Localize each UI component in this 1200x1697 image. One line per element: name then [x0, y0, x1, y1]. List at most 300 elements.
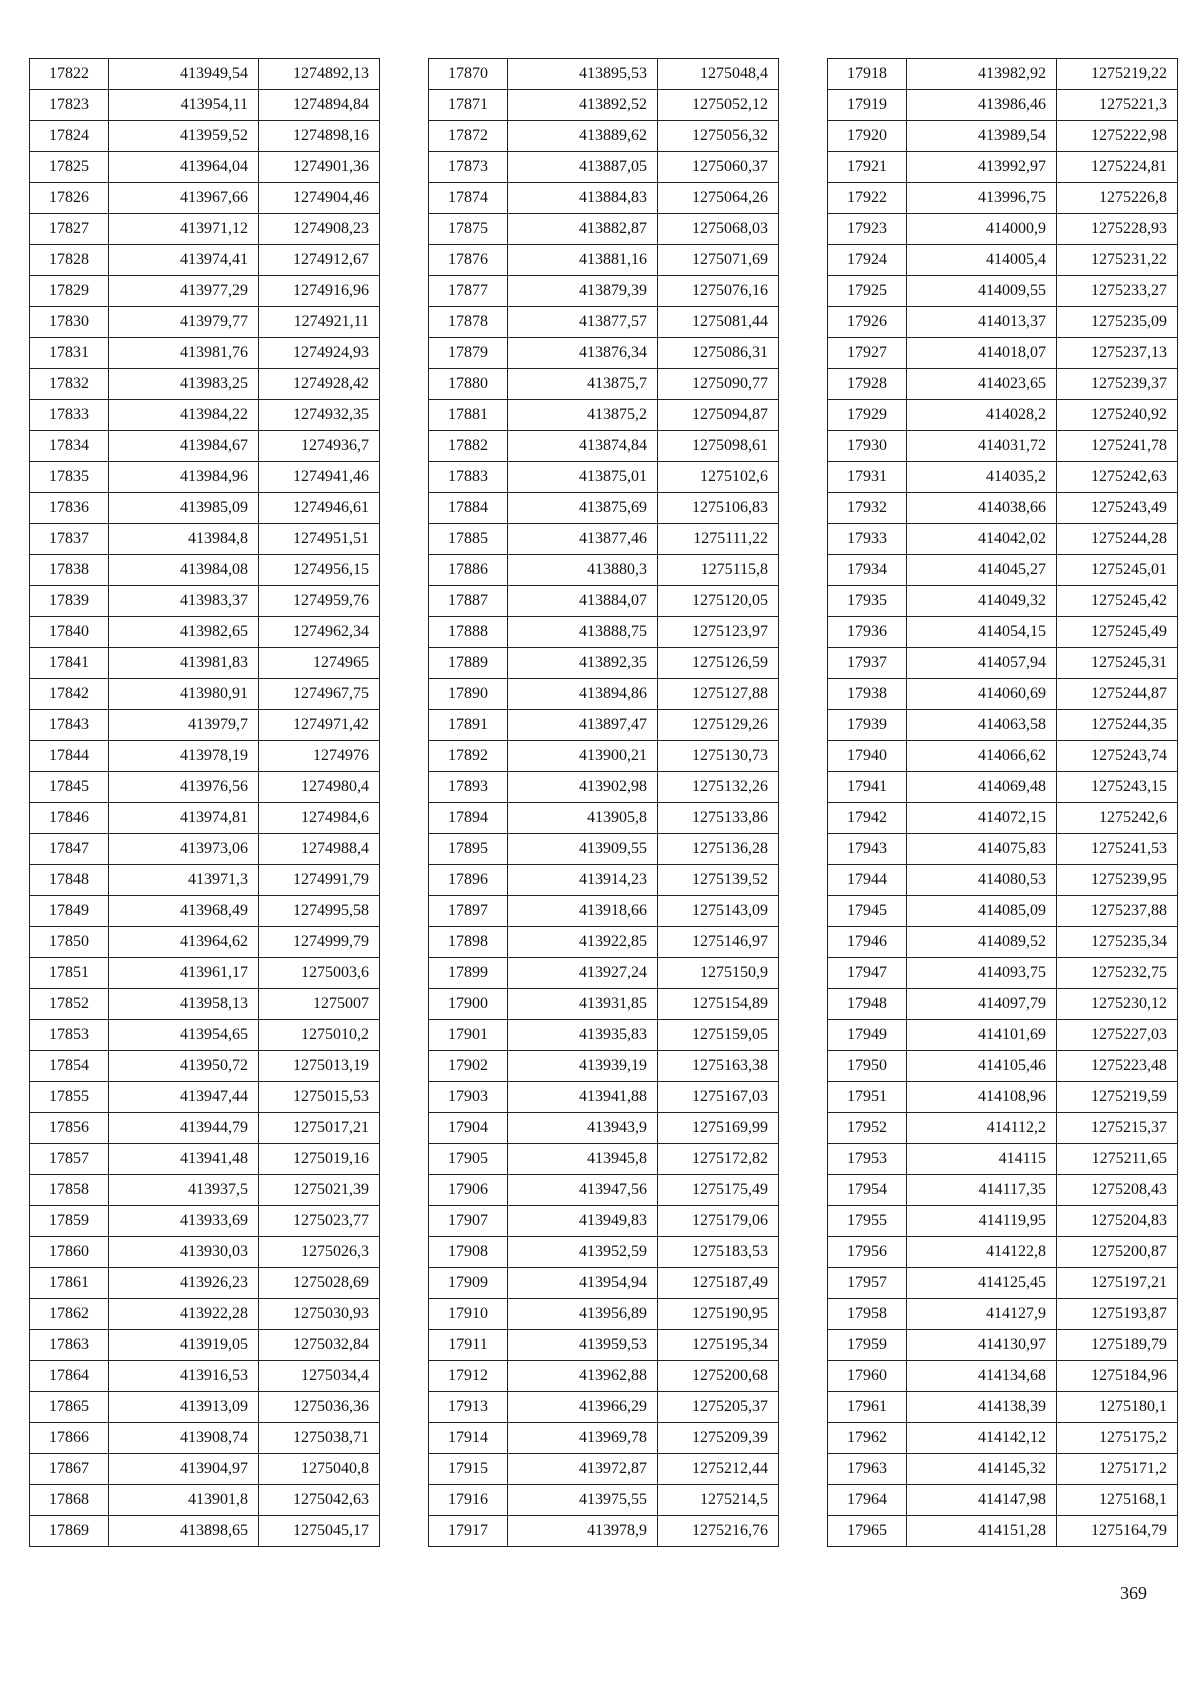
point-number-cell: 17887 — [429, 586, 508, 617]
point-number-cell: 17920 — [828, 121, 907, 152]
y-coordinate-cell: 1274956,15 — [259, 555, 380, 586]
y-coordinate-cell: 1275163,38 — [658, 1051, 779, 1082]
y-coordinate-cell: 1275245,49 — [1057, 617, 1178, 648]
table-row — [828, 1175, 1178, 1206]
x-coordinate-cell: 413877,57 — [508, 307, 658, 338]
table-row — [828, 772, 1178, 803]
y-coordinate-cell: 1275245,31 — [1057, 648, 1178, 679]
table-row — [30, 1175, 380, 1206]
x-coordinate-cell: 414105,46 — [907, 1051, 1057, 1082]
y-coordinate-cell: 1275132,26 — [658, 772, 779, 803]
y-coordinate-cell: 1275222,98 — [1057, 121, 1178, 152]
x-coordinate-cell: 413983,37 — [109, 586, 259, 617]
y-coordinate-cell: 1275028,69 — [259, 1268, 380, 1299]
table-row — [429, 772, 779, 803]
y-coordinate-cell: 1275010,2 — [259, 1020, 380, 1051]
x-coordinate-cell: 414000,9 — [907, 214, 1057, 245]
y-coordinate-cell: 1275205,37 — [658, 1392, 779, 1423]
x-coordinate-cell: 414042,02 — [907, 524, 1057, 555]
table-row — [30, 431, 380, 462]
table-row — [30, 1237, 380, 1268]
table-row — [828, 245, 1178, 276]
y-coordinate-cell: 1275015,53 — [259, 1082, 380, 1113]
point-number-cell: 17945 — [828, 896, 907, 927]
x-coordinate-cell: 413996,75 — [907, 183, 1057, 214]
y-coordinate-cell: 1275231,22 — [1057, 245, 1178, 276]
point-number-cell: 17883 — [429, 462, 508, 493]
point-number-cell: 17846 — [30, 803, 109, 834]
y-coordinate-cell: 1275180,1 — [1057, 1392, 1178, 1423]
point-number-cell: 17896 — [429, 865, 508, 896]
point-number-cell: 17845 — [30, 772, 109, 803]
x-coordinate-cell: 413895,53 — [508, 59, 658, 90]
table-row — [828, 1485, 1178, 1516]
table-row — [429, 741, 779, 772]
y-coordinate-cell: 1275143,09 — [658, 896, 779, 927]
point-number-cell: 17898 — [429, 927, 508, 958]
point-number-cell: 17847 — [30, 834, 109, 865]
x-coordinate-cell: 414057,94 — [907, 648, 1057, 679]
table-row — [429, 865, 779, 896]
y-coordinate-cell: 1275243,49 — [1057, 493, 1178, 524]
x-coordinate-cell: 414147,98 — [907, 1485, 1057, 1516]
table-row — [429, 90, 779, 121]
y-coordinate-cell: 1275243,15 — [1057, 772, 1178, 803]
x-coordinate-cell: 413943,9 — [508, 1113, 658, 1144]
x-coordinate-cell: 413967,66 — [109, 183, 259, 214]
point-number-cell: 17875 — [429, 214, 508, 245]
x-coordinate-cell: 413874,84 — [508, 431, 658, 462]
table-row — [828, 1113, 1178, 1144]
point-number-cell: 17822 — [30, 59, 109, 90]
y-coordinate-cell: 1274984,6 — [259, 803, 380, 834]
y-coordinate-cell: 1274941,46 — [259, 462, 380, 493]
point-number-cell: 17831 — [30, 338, 109, 369]
table-row — [828, 1330, 1178, 1361]
point-number-cell: 17865 — [30, 1392, 109, 1423]
point-number-cell: 17917 — [429, 1516, 508, 1547]
x-coordinate-cell: 413954,11 — [109, 90, 259, 121]
y-coordinate-cell: 1275127,88 — [658, 679, 779, 710]
point-number-cell: 17863 — [30, 1330, 109, 1361]
x-coordinate-cell: 414080,53 — [907, 865, 1057, 896]
table-row — [30, 710, 380, 741]
x-coordinate-cell: 414101,69 — [907, 1020, 1057, 1051]
x-coordinate-cell: 413900,21 — [508, 741, 658, 772]
table-row — [429, 121, 779, 152]
x-coordinate-cell: 414089,52 — [907, 927, 1057, 958]
y-coordinate-cell: 1275026,3 — [259, 1237, 380, 1268]
table-row — [30, 1020, 380, 1051]
y-coordinate-cell: 1274980,4 — [259, 772, 380, 803]
table-row — [429, 1361, 779, 1392]
x-coordinate-cell: 413975,55 — [508, 1485, 658, 1516]
y-coordinate-cell: 1274912,67 — [259, 245, 380, 276]
x-coordinate-cell: 413989,54 — [907, 121, 1057, 152]
y-coordinate-cell: 1275071,69 — [658, 245, 779, 276]
y-coordinate-cell: 1274921,11 — [259, 307, 380, 338]
x-coordinate-cell: 413950,72 — [109, 1051, 259, 1082]
x-coordinate-cell: 413980,91 — [109, 679, 259, 710]
y-coordinate-cell: 1274916,96 — [259, 276, 380, 307]
point-number-cell: 17928 — [828, 369, 907, 400]
x-coordinate-cell: 413958,13 — [109, 989, 259, 1020]
y-coordinate-cell: 1275060,37 — [658, 152, 779, 183]
table-row — [828, 462, 1178, 493]
table-row — [828, 121, 1178, 152]
y-coordinate-cell: 1275171,2 — [1057, 1454, 1178, 1485]
point-number-cell: 17935 — [828, 586, 907, 617]
x-coordinate-cell: 413981,76 — [109, 338, 259, 369]
x-coordinate-cell: 414085,09 — [907, 896, 1057, 927]
x-coordinate-cell: 414075,83 — [907, 834, 1057, 865]
y-coordinate-cell: 1275086,31 — [658, 338, 779, 369]
x-coordinate-cell: 414035,2 — [907, 462, 1057, 493]
coordinate-table-2 — [428, 58, 779, 1547]
table-row — [429, 1144, 779, 1175]
y-coordinate-cell: 1275221,3 — [1057, 90, 1178, 121]
x-coordinate-cell: 414097,79 — [907, 989, 1057, 1020]
point-number-cell: 17858 — [30, 1175, 109, 1206]
point-number-cell: 17830 — [30, 307, 109, 338]
x-coordinate-cell: 413979,7 — [109, 710, 259, 741]
y-coordinate-cell: 1275211,65 — [1057, 1144, 1178, 1175]
x-coordinate-cell: 414066,62 — [907, 741, 1057, 772]
point-number-cell: 17941 — [828, 772, 907, 803]
x-coordinate-cell: 413894,86 — [508, 679, 658, 710]
table-row — [429, 183, 779, 214]
x-coordinate-cell: 413916,53 — [109, 1361, 259, 1392]
y-coordinate-cell: 1275048,4 — [658, 59, 779, 90]
table-row — [30, 927, 380, 958]
y-coordinate-cell: 1275193,87 — [1057, 1299, 1178, 1330]
y-coordinate-cell: 1275244,28 — [1057, 524, 1178, 555]
x-coordinate-cell: 413969,78 — [508, 1423, 658, 1454]
point-number-cell: 17879 — [429, 338, 508, 369]
x-coordinate-cell: 414049,32 — [907, 586, 1057, 617]
table-row — [30, 1330, 380, 1361]
y-coordinate-cell: 1275224,81 — [1057, 152, 1178, 183]
x-coordinate-cell: 414038,66 — [907, 493, 1057, 524]
y-coordinate-cell: 1275216,76 — [658, 1516, 779, 1547]
point-number-cell: 17862 — [30, 1299, 109, 1330]
point-number-cell: 17925 — [828, 276, 907, 307]
point-number-cell: 17960 — [828, 1361, 907, 1392]
table-row — [828, 1361, 1178, 1392]
y-coordinate-cell: 1275038,71 — [259, 1423, 380, 1454]
table-row — [429, 369, 779, 400]
y-coordinate-cell: 1275200,87 — [1057, 1237, 1178, 1268]
point-number-cell: 17826 — [30, 183, 109, 214]
table-row — [429, 803, 779, 834]
y-coordinate-cell: 1275136,28 — [658, 834, 779, 865]
table-row — [30, 152, 380, 183]
y-coordinate-cell: 1274999,79 — [259, 927, 380, 958]
table-row — [429, 1423, 779, 1454]
y-coordinate-cell: 1275126,59 — [658, 648, 779, 679]
point-number-cell: 17832 — [30, 369, 109, 400]
point-number-cell: 17854 — [30, 1051, 109, 1082]
point-number-cell: 17903 — [429, 1082, 508, 1113]
x-coordinate-cell: 413888,75 — [508, 617, 658, 648]
point-number-cell: 17921 — [828, 152, 907, 183]
table-row — [429, 1485, 779, 1516]
x-coordinate-cell: 413959,52 — [109, 121, 259, 152]
point-number-cell: 17908 — [429, 1237, 508, 1268]
point-number-cell: 17915 — [429, 1454, 508, 1485]
x-coordinate-cell: 414023,65 — [907, 369, 1057, 400]
x-coordinate-cell: 413875,01 — [508, 462, 658, 493]
point-number-cell: 17944 — [828, 865, 907, 896]
x-coordinate-cell: 414108,96 — [907, 1082, 1057, 1113]
table-row — [30, 1485, 380, 1516]
y-coordinate-cell: 1275239,95 — [1057, 865, 1178, 896]
x-coordinate-cell: 413954,65 — [109, 1020, 259, 1051]
x-coordinate-cell: 413892,52 — [508, 90, 658, 121]
table-row — [30, 1082, 380, 1113]
x-coordinate-cell: 413887,05 — [508, 152, 658, 183]
point-number-cell: 17897 — [429, 896, 508, 927]
x-coordinate-cell: 414060,69 — [907, 679, 1057, 710]
x-coordinate-cell: 413968,49 — [109, 896, 259, 927]
table-row — [429, 152, 779, 183]
table-row — [30, 1423, 380, 1454]
y-coordinate-cell: 1275208,43 — [1057, 1175, 1178, 1206]
x-coordinate-cell: 413984,22 — [109, 400, 259, 431]
table-row — [429, 1268, 779, 1299]
x-coordinate-cell: 413941,48 — [109, 1144, 259, 1175]
x-coordinate-cell: 413978,9 — [508, 1516, 658, 1547]
table-row — [828, 1423, 1178, 1454]
x-coordinate-cell: 413964,04 — [109, 152, 259, 183]
table-row — [828, 1206, 1178, 1237]
point-number-cell: 17956 — [828, 1237, 907, 1268]
point-number-cell: 17899 — [429, 958, 508, 989]
table-row — [429, 431, 779, 462]
table-row — [30, 462, 380, 493]
point-number-cell: 17895 — [429, 834, 508, 865]
table-row — [429, 1299, 779, 1330]
table-row — [828, 1516, 1178, 1547]
y-coordinate-cell: 1275164,79 — [1057, 1516, 1178, 1547]
y-coordinate-cell: 1275239,37 — [1057, 369, 1178, 400]
table-row — [429, 617, 779, 648]
table-row — [30, 1299, 380, 1330]
table-row — [30, 741, 380, 772]
x-coordinate-cell: 413984,96 — [109, 462, 259, 493]
x-coordinate-cell: 413982,65 — [109, 617, 259, 648]
point-number-cell: 17859 — [30, 1206, 109, 1237]
y-coordinate-cell: 1275237,88 — [1057, 896, 1178, 927]
table-row — [429, 555, 779, 586]
point-number-cell: 17930 — [828, 431, 907, 462]
point-number-cell: 17877 — [429, 276, 508, 307]
point-number-cell: 17931 — [828, 462, 907, 493]
y-coordinate-cell: 1275245,42 — [1057, 586, 1178, 617]
point-number-cell: 17886 — [429, 555, 508, 586]
y-coordinate-cell: 1275042,63 — [259, 1485, 380, 1516]
y-coordinate-cell: 1275219,22 — [1057, 59, 1178, 90]
point-number-cell: 17839 — [30, 586, 109, 617]
point-number-cell: 17911 — [429, 1330, 508, 1361]
table-row — [30, 1113, 380, 1144]
x-coordinate-cell: 413901,8 — [109, 1485, 259, 1516]
point-number-cell: 17919 — [828, 90, 907, 121]
y-coordinate-cell: 1275235,34 — [1057, 927, 1178, 958]
point-number-cell: 17904 — [429, 1113, 508, 1144]
table-row — [30, 276, 380, 307]
table-row — [429, 1020, 779, 1051]
y-coordinate-cell: 1275094,87 — [658, 400, 779, 431]
y-coordinate-cell: 1275209,39 — [658, 1423, 779, 1454]
coordinate-table-3 — [827, 58, 1178, 1547]
point-number-cell: 17823 — [30, 90, 109, 121]
y-coordinate-cell: 1275081,44 — [658, 307, 779, 338]
x-coordinate-cell: 413908,74 — [109, 1423, 259, 1454]
y-coordinate-cell: 1275242,6 — [1057, 803, 1178, 834]
point-number-cell: 17893 — [429, 772, 508, 803]
y-coordinate-cell: 1275154,89 — [658, 989, 779, 1020]
table-row — [30, 834, 380, 865]
point-number-cell: 17954 — [828, 1175, 907, 1206]
point-number-cell: 17950 — [828, 1051, 907, 1082]
y-coordinate-cell: 1275237,13 — [1057, 338, 1178, 369]
point-number-cell: 17916 — [429, 1485, 508, 1516]
x-coordinate-cell: 413898,65 — [109, 1516, 259, 1547]
table-row — [429, 896, 779, 927]
table-row — [429, 586, 779, 617]
point-number-cell: 17918 — [828, 59, 907, 90]
table-row — [30, 338, 380, 369]
point-number-cell: 17962 — [828, 1423, 907, 1454]
x-coordinate-cell: 413961,17 — [109, 958, 259, 989]
table-row — [30, 679, 380, 710]
point-number-cell: 17855 — [30, 1082, 109, 1113]
table-row — [429, 462, 779, 493]
y-coordinate-cell: 1275013,19 — [259, 1051, 380, 1082]
x-coordinate-cell: 413984,67 — [109, 431, 259, 462]
x-coordinate-cell: 414130,97 — [907, 1330, 1057, 1361]
x-coordinate-cell: 413909,55 — [508, 834, 658, 865]
point-number-cell: 17878 — [429, 307, 508, 338]
point-number-cell: 17929 — [828, 400, 907, 431]
point-number-cell: 17905 — [429, 1144, 508, 1175]
point-number-cell: 17843 — [30, 710, 109, 741]
point-number-cell: 17926 — [828, 307, 907, 338]
point-number-cell: 17948 — [828, 989, 907, 1020]
table-row — [30, 989, 380, 1020]
y-coordinate-cell: 1274946,61 — [259, 493, 380, 524]
table-row — [828, 183, 1178, 214]
y-coordinate-cell: 1275034,4 — [259, 1361, 380, 1392]
table-row — [429, 1516, 779, 1547]
table-row — [429, 679, 779, 710]
y-coordinate-cell: 1275232,75 — [1057, 958, 1178, 989]
y-coordinate-cell: 1274936,7 — [259, 431, 380, 462]
table-row — [828, 369, 1178, 400]
x-coordinate-cell: 414069,48 — [907, 772, 1057, 803]
x-coordinate-cell: 413982,92 — [907, 59, 1057, 90]
table-row — [828, 927, 1178, 958]
point-number-cell: 17836 — [30, 493, 109, 524]
y-coordinate-cell: 1275102,6 — [658, 462, 779, 493]
table-row — [429, 214, 779, 245]
x-coordinate-cell: 414125,45 — [907, 1268, 1057, 1299]
point-number-cell: 17873 — [429, 152, 508, 183]
point-number-cell: 17942 — [828, 803, 907, 834]
x-coordinate-cell: 413949,83 — [508, 1206, 658, 1237]
y-coordinate-cell: 1275076,16 — [658, 276, 779, 307]
table-row — [30, 865, 380, 896]
table-row — [828, 524, 1178, 555]
point-number-cell: 17853 — [30, 1020, 109, 1051]
table-row — [828, 896, 1178, 927]
table-row — [828, 1144, 1178, 1175]
x-coordinate-cell: 414138,39 — [907, 1392, 1057, 1423]
x-coordinate-cell: 414122,8 — [907, 1237, 1057, 1268]
x-coordinate-cell: 413876,34 — [508, 338, 658, 369]
x-coordinate-cell: 414112,2 — [907, 1113, 1057, 1144]
table-row — [828, 1454, 1178, 1485]
y-coordinate-cell: 1274976 — [259, 741, 380, 772]
point-number-cell: 17959 — [828, 1330, 907, 1361]
point-number-cell: 17857 — [30, 1144, 109, 1175]
x-coordinate-cell: 413884,83 — [508, 183, 658, 214]
y-coordinate-cell: 1275045,17 — [259, 1516, 380, 1547]
point-number-cell: 17932 — [828, 493, 907, 524]
x-coordinate-cell: 413937,5 — [109, 1175, 259, 1206]
table-row — [828, 1082, 1178, 1113]
x-coordinate-cell: 413889,62 — [508, 121, 658, 152]
table-row — [30, 1051, 380, 1082]
point-number-cell: 17938 — [828, 679, 907, 710]
x-coordinate-cell: 413973,06 — [109, 834, 259, 865]
table-row — [828, 617, 1178, 648]
point-number-cell: 17871 — [429, 90, 508, 121]
point-number-cell: 17867 — [30, 1454, 109, 1485]
point-number-cell: 17939 — [828, 710, 907, 741]
point-number-cell: 17953 — [828, 1144, 907, 1175]
point-number-cell: 17949 — [828, 1020, 907, 1051]
point-number-cell: 17922 — [828, 183, 907, 214]
x-coordinate-cell: 413931,85 — [508, 989, 658, 1020]
y-coordinate-cell: 1275212,44 — [658, 1454, 779, 1485]
y-coordinate-cell: 1274959,76 — [259, 586, 380, 617]
x-coordinate-cell: 413966,29 — [508, 1392, 658, 1423]
table-row — [828, 865, 1178, 896]
y-coordinate-cell: 1275244,87 — [1057, 679, 1178, 710]
x-coordinate-cell: 413974,81 — [109, 803, 259, 834]
table-row — [30, 896, 380, 927]
x-coordinate-cell: 414115 — [907, 1144, 1057, 1175]
table-row — [828, 338, 1178, 369]
x-coordinate-cell: 413930,03 — [109, 1237, 259, 1268]
y-coordinate-cell: 1275017,21 — [259, 1113, 380, 1144]
y-coordinate-cell: 1274971,42 — [259, 710, 380, 741]
x-coordinate-cell: 414063,58 — [907, 710, 1057, 741]
x-coordinate-cell: 413971,3 — [109, 865, 259, 896]
y-coordinate-cell: 1274901,36 — [259, 152, 380, 183]
y-coordinate-cell: 1275215,37 — [1057, 1113, 1178, 1144]
point-number-cell: 17880 — [429, 369, 508, 400]
point-number-cell: 17850 — [30, 927, 109, 958]
point-number-cell: 17884 — [429, 493, 508, 524]
point-number-cell: 17952 — [828, 1113, 907, 1144]
x-coordinate-cell: 413880,3 — [508, 555, 658, 586]
table-row — [828, 958, 1178, 989]
x-coordinate-cell: 413919,05 — [109, 1330, 259, 1361]
table-row — [828, 1051, 1178, 1082]
